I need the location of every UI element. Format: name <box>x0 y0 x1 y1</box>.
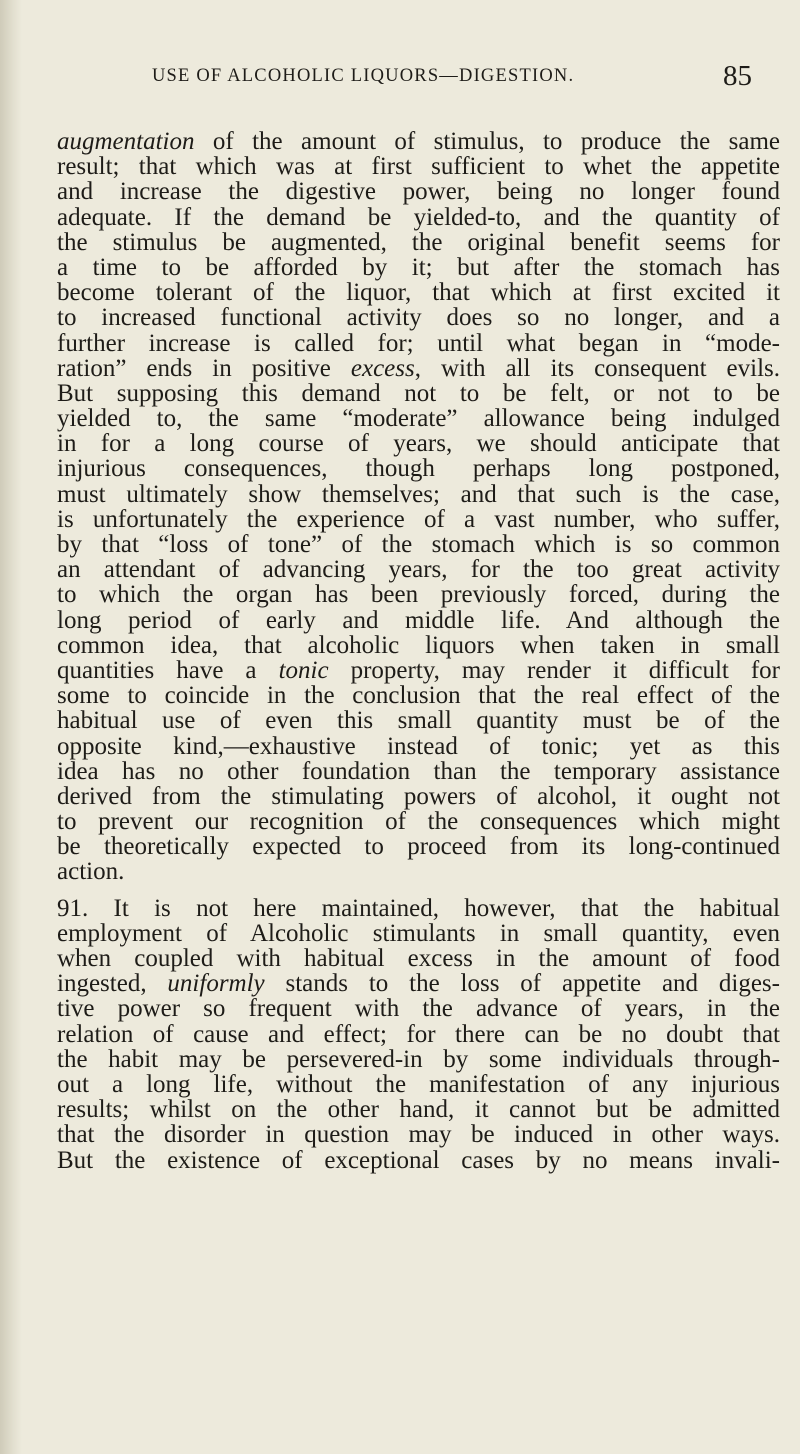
text-line: long period of early and middle life. And although the <box>57 606 780 634</box>
text-line: tive power so frequent with the advance of years, in the <box>57 995 780 1023</box>
text-line: But the existence of exceptional cases by no means invali- <box>57 1146 780 1174</box>
text-line: to increased functional activity does so no longer, and a <box>57 304 780 332</box>
text-line: be theoretically expected to proceed from its long-continued <box>57 833 780 861</box>
text-line: the habit may be persevered-in by some individuals through- <box>57 1045 780 1073</box>
paragraph-1 <box>57 129 780 885</box>
text-line: become tolerant of the liquor, that which at first excited it <box>57 279 780 307</box>
paragraph-gap <box>57 885 780 896</box>
text-line: a time to be afforded by it; but after the stomach has <box>57 253 780 281</box>
text-line: injurious consequences, though perhaps long postponed, <box>57 455 780 483</box>
text-line: by that “loss of tone” of the stomach which is so common <box>57 531 780 558</box>
text-line: opposite kind,—exhaustive instead of tonic; yet as this <box>57 732 780 760</box>
italic-word: augmentation <box>57 128 195 155</box>
italic-word: uniformly <box>167 970 265 998</box>
paragraph-2 <box>57 896 780 1173</box>
text-line: derived from the stimulating powers of alcohol, it ought not <box>57 782 780 810</box>
text-line: relation of cause and effect; for there can be no doubt that <box>57 1020 780 1048</box>
text-line: is unfortunately the experience of a vast number, who suffer, <box>57 505 780 533</box>
text-line: to which the organ has been previously forced, during the <box>57 581 780 609</box>
text-line: to prevent our recognition of the consequences which might <box>57 808 780 836</box>
text-line: the stimulus be augmented, the original benefit seems for <box>57 228 780 256</box>
text-line: when coupled with habitual excess in the amount of food <box>57 945 780 972</box>
text-line: action. <box>57 858 125 886</box>
text-line: further increase is called for; until what began in “mode- <box>57 329 780 357</box>
italic-word: tonic <box>278 656 329 684</box>
text-line: ingested, uniformly stands to the loss of appetite and diges- <box>57 970 780 998</box>
text-line: yielded to, the same “moderate” allowance being indulged <box>57 405 780 433</box>
text-line: 91. It is not here maintained, however, that the habitual <box>57 894 780 922</box>
text-line: results; whilst on the other hand, it cannot but be admitted <box>57 1096 780 1124</box>
text-line: employment of Alcoholic stimulants in small quantity, even <box>57 919 780 947</box>
text-line: idea has no other foundation than the temporary assistance <box>57 757 780 785</box>
text-line: result; that which was at first sufficient to whet the appetite <box>57 153 780 181</box>
body-text <box>57 129 780 1173</box>
text-line: ration” ends in positive excess, with all its consequent evils. <box>57 354 781 382</box>
text-line: common idea, that alcoholic liquors when taken in small <box>57 631 780 659</box>
text-line: quantities have a tonic property, may render it difficult for <box>57 656 781 684</box>
text-line: that the disorder in question may be induced in other ways. <box>57 1121 780 1149</box>
running-head <box>152 60 752 100</box>
text-line: adequate. If the demand be yielded-to, and the quantity of <box>57 203 780 231</box>
text-line: an attendant of advancing years, for the too great activity <box>57 556 780 584</box>
page-number: 85 <box>723 60 752 92</box>
page-edge-shadow <box>0 0 22 1454</box>
text-line: some to coincide in the conclusion that the real effect of the <box>57 682 780 710</box>
text-line: and increase the digestive power, being no longer found <box>57 178 780 206</box>
text-line: habitual use of even this small quantity must be of the <box>57 707 780 735</box>
text-line: in for a long course of years, we should anticipate that <box>57 430 780 458</box>
text-line: must ultimately show themselves; and that such is the case, <box>57 480 780 508</box>
text-line: augmentation of the amount of stimulus, to produce the same <box>57 128 781 155</box>
text-line: out a long life, without the manifestation of any injurious <box>57 1070 780 1098</box>
running-title: USE OF ALCOHOLIC LIQUORS—DIGESTION. <box>152 66 575 86</box>
italic-word: excess <box>350 354 415 382</box>
text-line: But supposing this demand not to be felt, or not to be <box>57 379 780 407</box>
